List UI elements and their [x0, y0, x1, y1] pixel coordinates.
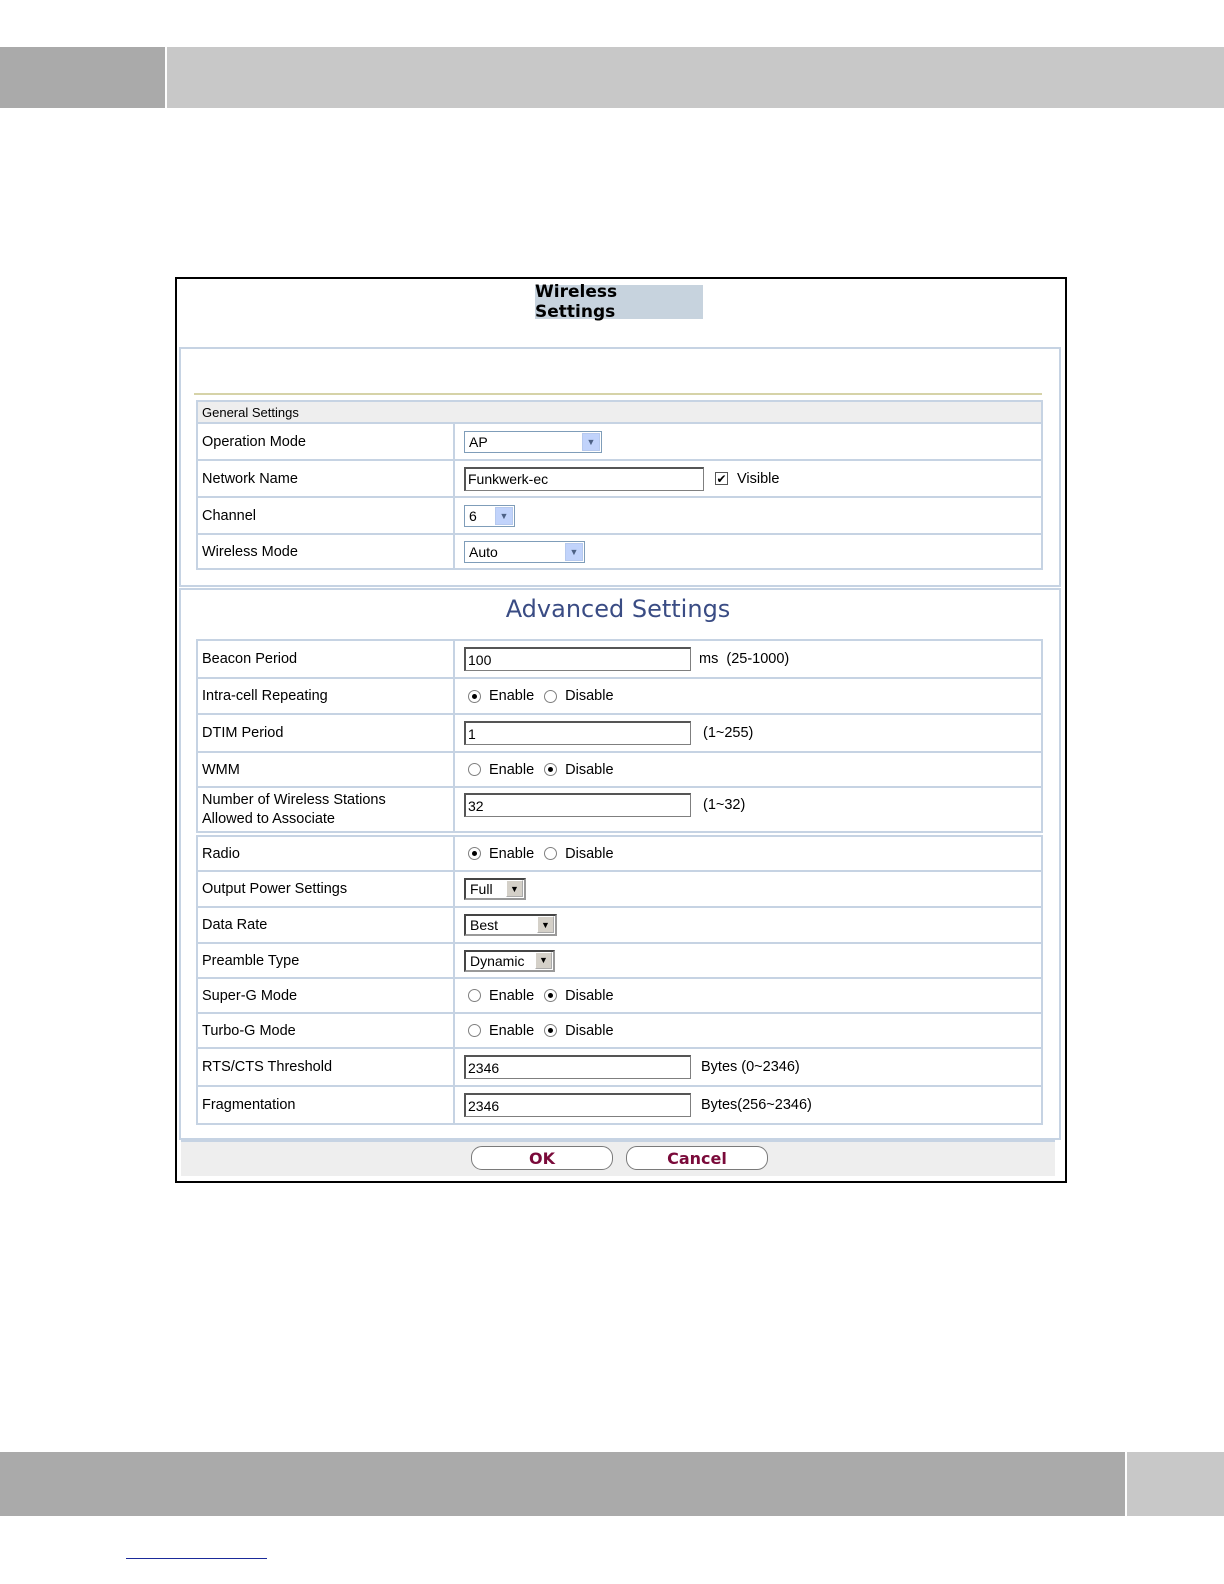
- beacon-period-row: [198, 641, 1041, 677]
- data-rate-row: [198, 906, 1041, 942]
- turbo-g-label: Turbo-G Mode: [198, 1014, 455, 1047]
- channel-label: Channel: [198, 498, 455, 533]
- output-power-select[interactable]: [464, 878, 526, 900]
- stations-unit: (1~32): [703, 797, 746, 813]
- channel-select[interactable]: [464, 505, 515, 527]
- chevron-down-icon[interactable]: ▼: [537, 916, 554, 933]
- output-power-row: [198, 870, 1041, 906]
- chevron-down-icon[interactable]: ▼: [582, 433, 600, 451]
- chevron-down-icon[interactable]: ▼: [535, 952, 552, 969]
- radio-disable-label: Disable: [565, 845, 614, 862]
- wmm-enable-radio[interactable]: [468, 763, 481, 776]
- beacon-period-unit: ms (25-1000): [699, 651, 790, 667]
- beacon-period-input[interactable]: [464, 647, 691, 671]
- operation-mode-row: [198, 422, 1041, 459]
- preamble-value: Dynamic: [470, 952, 525, 969]
- wireless-mode-label: Wireless Mode: [198, 535, 455, 568]
- wireless-mode-select[interactable]: [464, 541, 585, 563]
- super-g-row: [198, 977, 1041, 1012]
- fragmentation-unit: Bytes(256~2346): [701, 1097, 812, 1113]
- intra-cell-row: [198, 677, 1041, 713]
- turbo-g-enable-radio[interactable]: [468, 1024, 481, 1037]
- beacon-period-label: Beacon Period: [198, 641, 455, 677]
- super-g-disable-label: Disable: [565, 987, 614, 1004]
- stations-input[interactable]: [464, 793, 691, 817]
- intra-cell-enable-radio[interactable]: [468, 690, 481, 703]
- channel-row: [198, 496, 1041, 533]
- rts-cts-label: RTS/CTS Threshold: [198, 1049, 455, 1085]
- rts-cts-value: 2346: [468, 1059, 500, 1076]
- beacon-period-value: 100: [468, 651, 492, 668]
- rts-cts-unit: Bytes (0~2346): [701, 1059, 800, 1075]
- turbo-g-row: [198, 1012, 1041, 1047]
- wmm-row: [198, 751, 1041, 786]
- check-icon: ✔: [716, 471, 727, 486]
- intra-cell-label: Intra-cell Repeating: [198, 679, 455, 713]
- network-name-input[interactable]: [464, 467, 704, 491]
- rts-cts-input[interactable]: [464, 1055, 691, 1079]
- footer-band-left: [0, 1452, 1125, 1516]
- stations-value: 32: [468, 797, 484, 814]
- intra-cell-disable-label: Disable: [565, 688, 614, 704]
- header-band-right: [167, 47, 1224, 108]
- ok-button[interactable]: OK: [471, 1146, 613, 1170]
- stations-label-line2: Allowed to Associate: [202, 810, 335, 827]
- chevron-down-icon[interactable]: ▼: [565, 543, 583, 561]
- fragmentation-row: [198, 1085, 1041, 1123]
- chevron-down-icon[interactable]: ▼: [495, 507, 513, 525]
- turbo-g-enable-label: Enable: [489, 1022, 535, 1039]
- preamble-label: Preamble Type: [198, 944, 455, 977]
- general-settings-header: General Settings: [198, 402, 1041, 422]
- wireless-mode-row: [198, 533, 1041, 568]
- data-rate-select[interactable]: [464, 914, 557, 936]
- footer-band-right: [1127, 1452, 1224, 1516]
- cancel-button[interactable]: Cancel: [626, 1146, 768, 1170]
- super-g-enable-label: Enable: [489, 987, 535, 1004]
- wmm-disable-radio[interactable]: [544, 763, 557, 776]
- fragmentation-input[interactable]: [464, 1093, 691, 1117]
- radio-enable-radio[interactable]: [468, 847, 481, 860]
- advanced-settings-table-b: [196, 835, 1043, 1125]
- dtim-period-label: DTIM Period: [198, 715, 455, 751]
- preamble-row: [198, 942, 1041, 977]
- fragmentation-value: 2346: [468, 1097, 500, 1114]
- dtim-period-row: [198, 713, 1041, 751]
- dtim-period-value: 1: [468, 725, 476, 742]
- wireless-mode-value: Auto: [469, 543, 498, 560]
- network-name-value: Funkwerk-ec: [468, 471, 549, 487]
- operation-mode-label: Operation Mode: [198, 424, 455, 459]
- operation-mode-select[interactable]: [464, 431, 602, 453]
- turbo-g-disable-label: Disable: [565, 1022, 614, 1039]
- stations-row: [198, 786, 1041, 831]
- rts-cts-row: [198, 1047, 1041, 1085]
- header-band-left: [0, 47, 165, 108]
- stations-label: [198, 788, 455, 831]
- preamble-select[interactable]: [464, 950, 555, 972]
- channel-value: 6: [469, 507, 477, 524]
- footer-rule: [126, 1558, 267, 1559]
- general-settings-table: [196, 400, 1043, 570]
- dtim-period-input[interactable]: [464, 721, 691, 745]
- turbo-g-disable-radio[interactable]: [544, 1024, 557, 1037]
- super-g-label: Super-G Mode: [198, 979, 455, 1012]
- stations-label-line1: Number of Wireless Stations: [202, 791, 386, 808]
- button-bar: [181, 1140, 1055, 1176]
- wmm-disable-label: Disable: [565, 761, 614, 778]
- data-rate-label: Data Rate: [198, 908, 455, 942]
- intra-cell-disable-radio[interactable]: [544, 690, 557, 703]
- output-power-value: Full: [470, 881, 493, 897]
- network-name-row: [198, 459, 1041, 496]
- advanced-settings-table-a: [196, 639, 1043, 833]
- data-rate-value: Best: [470, 917, 499, 933]
- wmm-enable-label: Enable: [489, 761, 535, 778]
- divider: [194, 393, 1042, 395]
- network-name-label: Network Name: [198, 461, 455, 496]
- super-g-disable-radio[interactable]: [544, 989, 557, 1002]
- advanced-settings-title: Advanced Settings: [505, 595, 731, 623]
- radio-row: [198, 837, 1041, 870]
- radio-enable-label: Enable: [489, 845, 535, 862]
- fragmentation-label: Fragmentation: [198, 1087, 455, 1123]
- intra-cell-enable-label: Enable: [489, 688, 535, 704]
- wmm-label: WMM: [198, 753, 455, 786]
- page-title: Wireless Settings: [535, 285, 703, 319]
- operation-mode-value: AP: [469, 433, 488, 450]
- super-g-enable-radio[interactable]: [468, 989, 481, 1002]
- chevron-down-icon[interactable]: ▼: [506, 880, 523, 897]
- output-power-label: Output Power Settings: [198, 872, 455, 906]
- radio-label: Radio: [198, 837, 455, 870]
- radio-disable-radio[interactable]: [544, 847, 557, 860]
- visible-checkbox[interactable]: [715, 472, 728, 485]
- dtim-period-unit: (1~255): [703, 725, 754, 741]
- visible-label: Visible: [737, 470, 780, 487]
